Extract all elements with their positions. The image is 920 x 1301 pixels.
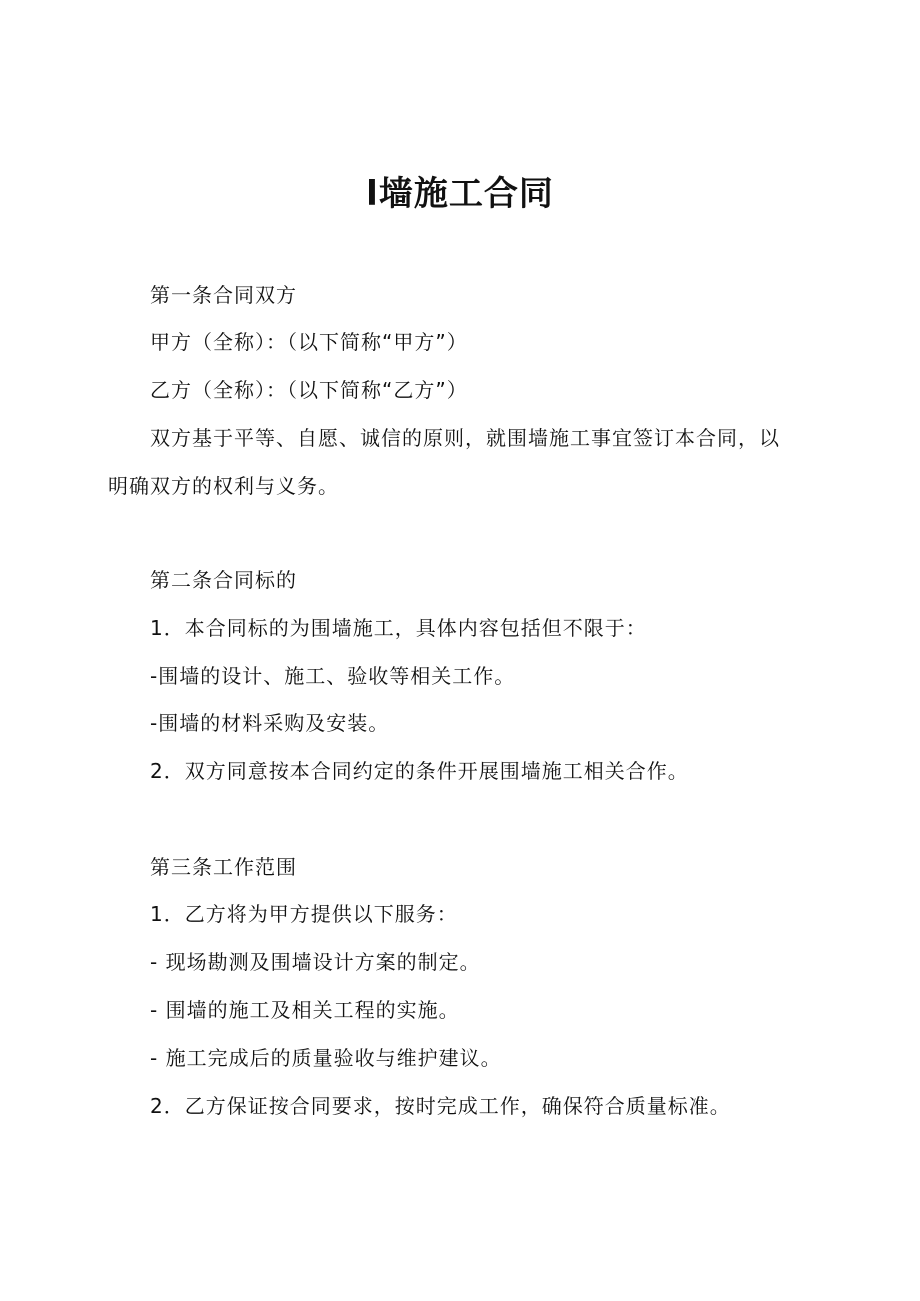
paragraph-line: - 现场勘测及围墙设计方案的制定。: [150, 950, 481, 974]
section-heading: 第二条合同标的: [150, 568, 297, 592]
paragraph-line: 2．双方同意按本合同约定的条件开展围墙施工相关合作。: [150, 759, 689, 783]
paragraph-line: - 施工完成后的质量验收与维护建议。: [150, 1046, 502, 1070]
document-title: l墙施工合同: [366, 174, 554, 214]
section-heading: 第一条合同双方: [150, 283, 297, 307]
paragraph-line: 1．本合同标的为围墙施工，具体内容包括但不限于：: [150, 616, 647, 640]
paragraph-line: 甲方（全称）：（以下简称“甲方”）: [150, 330, 468, 354]
paragraph-line: 2．乙方保证按合同要求，按时完成工作，确保符合质量标准。: [150, 1094, 731, 1118]
paragraph-line: 1．乙方将为甲方提供以下服务：: [150, 902, 458, 926]
paragraph-line: 双方基于平等、自愿、诚信的原则，就围墙施工事宜签订本合同，以: [150, 426, 780, 450]
paragraph-line: -围墙的材料采购及安装。: [150, 711, 390, 735]
section-heading: 第三条工作范围: [150, 855, 297, 879]
paragraph-line: 乙方（全称）：（以下简称“乙方”）: [150, 378, 468, 402]
paragraph-line: 明确双方的权利与义务。: [108, 474, 339, 498]
paragraph-line: -围墙的设计、施工、验收等相关工作。: [150, 664, 516, 688]
paragraph-line: - 围墙的施工及相关工程的实施。: [150, 998, 460, 1022]
